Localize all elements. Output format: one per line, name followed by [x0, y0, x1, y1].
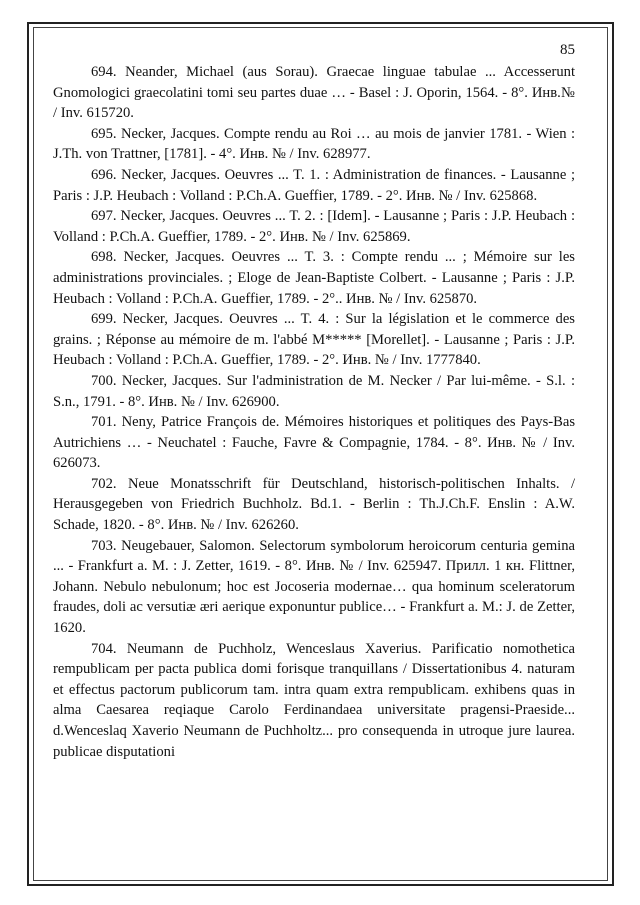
catalog-entry [53, 474, 575, 536]
entry-text: Neny, Patrice François de. Mémoires historiques et politiques des Pays-Bas Autrichiens … - Neuchatel : Fauche, Favre & Compagnie, 1784. - 8°. Инв. № / Inv. 626073. [53, 414, 575, 472]
entry-text: Neander, Michael (aus Sorau). Graecae linguae tabulae ... Accesserunt Gnomologici graecolatini tomi seu partes duae … - Basel : J. Oporin, 1564. - 8°. Инв.№ / Inv. 615720. [53, 64, 575, 122]
entry-number: 695. [91, 125, 117, 142]
entry-text: Necker, Jacques. Oeuvres ... T. 3. : Compte rendu ... ; Mémoire sur les administrations provinciales. ; Eloge de Jean-Baptiste Colbert. - Lausanne ; Paris : J.P. Heubach : Volland : P.Ch.A. Gueffier, 1789. - 2°.. Инв. № / Inv. 625870. [53, 249, 575, 307]
entry-text: Neugebauer, Salomon. Selectorum symbolorum heroicorum centuria gemina ... - Frankfurt a. M. : J. Zetter, 1619. - 8°. Инв. № / Inv. 625947. Прилл. 1 кн. Flittner, Johann. Nebulo nebulonum; hoc est Jocoseria modernae… qua hominum sceleratorum fraudes, doli ac versutiæ æri aerique exponuntur publice… - Frankfurt a. M.: J. de Zetter, 1620. [53, 537, 575, 637]
catalog-entry [53, 165, 575, 206]
entry-text: Necker, Jacques. Oeuvres ... T. 1. : Administration de finances. - Lausanne ; Paris : J.P. Heubach : Volland : P.Ch.A. Gueffier, 1789. - 2°. Инв. № / Inv. 625868. [53, 166, 575, 204]
entry-number: 699. [91, 311, 117, 328]
entry-number: 702. [91, 475, 117, 492]
entry-number: 698. [91, 249, 117, 266]
entry-text: Necker, Jacques. Oeuvres ... T. 2. : [Idem]. - Lausanne ; Paris : J.P. Heubach : Volland : P.Ch.A. Gueffier, 1789. - 2°. Инв. № / Inv. 625869. [53, 208, 575, 245]
entry-number: 694. [91, 64, 117, 80]
catalog-entry [53, 124, 575, 165]
catalog-entry [53, 371, 575, 412]
page-number: 85 [560, 42, 575, 58]
entry-number: 703. [91, 537, 117, 554]
entry-text: Neue Monatsschrift für Deutschland, historisch-politischen Inhalts. / Herausgegeben von Friedrich Buchholz. Bd.1. - Berlin : Th.J.Ch.F. Enslin : A.W. Schade, 1820. - 8°. Инв. № / Inv. 626260. [53, 475, 575, 534]
catalog-entry [53, 536, 575, 639]
entry-number: 701. [91, 414, 117, 431]
entry-text: Neumann de Puchholz, Wenceslaus Xaverius. Parificatio nomothetica rempublicam per pacta publica domi forisque tranquillans / Dissertationibus 4. naturam et effectus pactorum publicorum tam. intra quam extra rempublicam. exhibens quas in alma Caesarea reqiaque Carolo Ferdinandaea universitate pragensi-Praeside... d.Wenceslaq Xaverio Neumann de Puchholtz... pro consequenda in utroque jure laurea. publicae disputationi [53, 640, 575, 760]
catalog-entry [53, 62, 575, 124]
catalog-entry [53, 412, 575, 474]
catalog-entry [53, 247, 575, 309]
entry-text: Necker, Jacques. Sur l'administration de M. Necker / Par lui-même. - S.l. : S.n., 1791. - 8°. Инв. № / Inv. 626900. [53, 372, 575, 410]
catalog-entry [53, 639, 575, 763]
entry-text: Necker, Jacques. Oeuvres ... T. 4. : Sur la législation et le commerce des grains. ; Réponse au mémoire de m. l'abbé M***** [Morellet]. - Lausanne ; Paris : J.P. Heubach : Volland : P.Ch.A. Gueffier, 1789. - 2°. Инв. № / Inv. 1777840. [53, 311, 575, 369]
entry-number: 697. [91, 208, 117, 225]
entry-number: 696. [91, 166, 117, 183]
entry-number: 704. [91, 640, 117, 657]
catalog-entry [53, 206, 575, 247]
catalog-entries [53, 62, 575, 762]
catalog-entry [53, 309, 575, 371]
entry-number: 700. [91, 372, 117, 389]
entry-text: Necker, Jacques. Compte rendu au Roi … au mois de janvier 1781. - Wien : J.Th. von Trattner, [1781]. - 4°. Инв. № / Inv. 628977. [53, 125, 575, 163]
